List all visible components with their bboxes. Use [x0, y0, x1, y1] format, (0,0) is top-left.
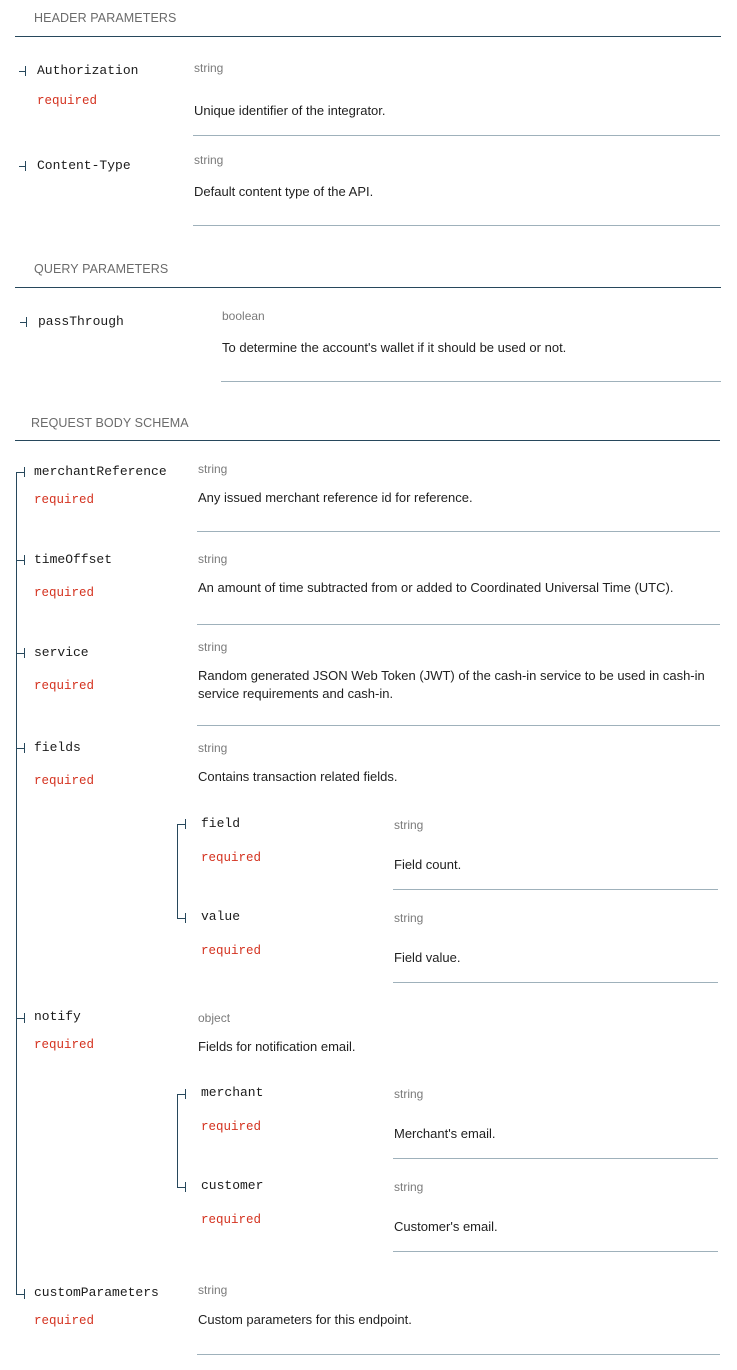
param-divider	[393, 982, 718, 983]
param-description: Fields for notification email.	[198, 1039, 356, 1054]
param-name-merchant[interactable]: merchant	[201, 1085, 264, 1100]
param-description: Field count.	[394, 857, 462, 872]
param-name-pass-through[interactable]: passThrough	[38, 314, 124, 329]
tree-connector	[185, 1089, 186, 1099]
param-description: Random generated JSON Web Token (JWT) of the cash-in service to be used in cash-in service requirements and cash-in.	[198, 668, 705, 701]
required-badge: required	[34, 679, 95, 693]
param-divider	[393, 1251, 718, 1252]
param-divider	[221, 381, 721, 382]
required-badge: required	[34, 774, 95, 788]
param-name-content-type[interactable]: Content-Type	[37, 158, 131, 173]
param-name-value[interactable]: value	[201, 909, 241, 924]
section-title-request-body-schema: REQUEST BODY SCHEMA	[31, 416, 189, 430]
param-type: string	[198, 1283, 228, 1297]
param-name-service[interactable]: service	[34, 645, 89, 660]
required-badge: required	[34, 586, 95, 600]
param-type: string	[394, 911, 424, 925]
param-type: string	[394, 1087, 424, 1101]
tree-line	[177, 824, 178, 918]
param-divider	[197, 531, 720, 532]
section-divider	[15, 36, 721, 37]
param-description: Merchant's email.	[394, 1126, 496, 1141]
param-name-custom-parameters[interactable]: customParameters	[34, 1285, 159, 1300]
param-description: Field value.	[394, 950, 461, 965]
required-badge: required	[37, 94, 98, 108]
param-type: boolean	[222, 309, 265, 323]
param-description: Custom parameters for this endpoint.	[198, 1312, 412, 1327]
param-description: To determine the account's wallet if it should be used or not.	[222, 340, 567, 355]
param-divider	[197, 725, 720, 726]
tree-connector	[24, 555, 25, 565]
param-name-field[interactable]: field	[201, 816, 241, 831]
param-description: Any issued merchant reference id for reference.	[198, 490, 473, 505]
tree-connector	[24, 467, 25, 477]
required-badge: required	[34, 1314, 95, 1328]
param-divider	[393, 889, 718, 890]
param-type: string	[198, 741, 228, 755]
required-badge: required	[34, 493, 95, 507]
param-name-customer[interactable]: customer	[201, 1178, 264, 1193]
param-type: string	[194, 61, 224, 75]
param-description: Default content type of the API.	[194, 184, 374, 199]
param-type: string	[198, 552, 228, 566]
param-type: string	[194, 153, 224, 167]
required-badge: required	[201, 1213, 262, 1227]
required-badge: required	[201, 851, 262, 865]
tree-connector	[185, 913, 186, 923]
required-badge: required	[201, 944, 262, 958]
section-divider	[15, 440, 720, 441]
tree-connector	[25, 66, 26, 76]
tree-connector	[24, 1289, 25, 1299]
param-divider	[193, 225, 720, 226]
param-description: Customer's email.	[394, 1219, 498, 1234]
required-badge: required	[34, 1038, 95, 1052]
required-badge: required	[201, 1120, 262, 1134]
param-type: object	[198, 1011, 231, 1025]
tree-connector	[26, 317, 27, 327]
tree-connector	[185, 1182, 186, 1192]
param-divider	[193, 135, 720, 136]
tree-line	[16, 472, 17, 1294]
param-description: Contains transaction related fields.	[198, 769, 398, 784]
tree-connector	[25, 161, 26, 171]
param-divider	[393, 1158, 718, 1159]
tree-connector	[185, 819, 186, 829]
tree-connector	[24, 743, 25, 753]
param-type: string	[198, 640, 228, 654]
param-description: Unique identifier of the integrator.	[194, 103, 386, 118]
tree-line	[177, 1094, 178, 1187]
param-type: string	[394, 1180, 424, 1194]
param-type: string	[394, 818, 424, 832]
param-name-authorization[interactable]: Authorization	[37, 63, 139, 78]
section-title-header-parameters: HEADER PARAMETERS	[34, 11, 177, 25]
tree-connector	[24, 648, 25, 658]
section-title-query-parameters: QUERY PARAMETERS	[34, 262, 169, 276]
param-divider	[197, 1354, 720, 1355]
param-name-notify[interactable]: notify	[34, 1009, 81, 1024]
tree-connector	[24, 1013, 25, 1023]
param-name-time-offset[interactable]: timeOffset	[34, 552, 113, 567]
param-name-merchant-reference[interactable]: merchantReference	[34, 464, 167, 479]
param-type: string	[198, 462, 228, 476]
section-divider	[15, 287, 721, 288]
param-divider	[197, 624, 720, 625]
param-description: An amount of time subtracted from or added to Coordinated Universal Time (UTC).	[198, 580, 674, 595]
param-name-fields[interactable]: fields	[34, 740, 81, 755]
